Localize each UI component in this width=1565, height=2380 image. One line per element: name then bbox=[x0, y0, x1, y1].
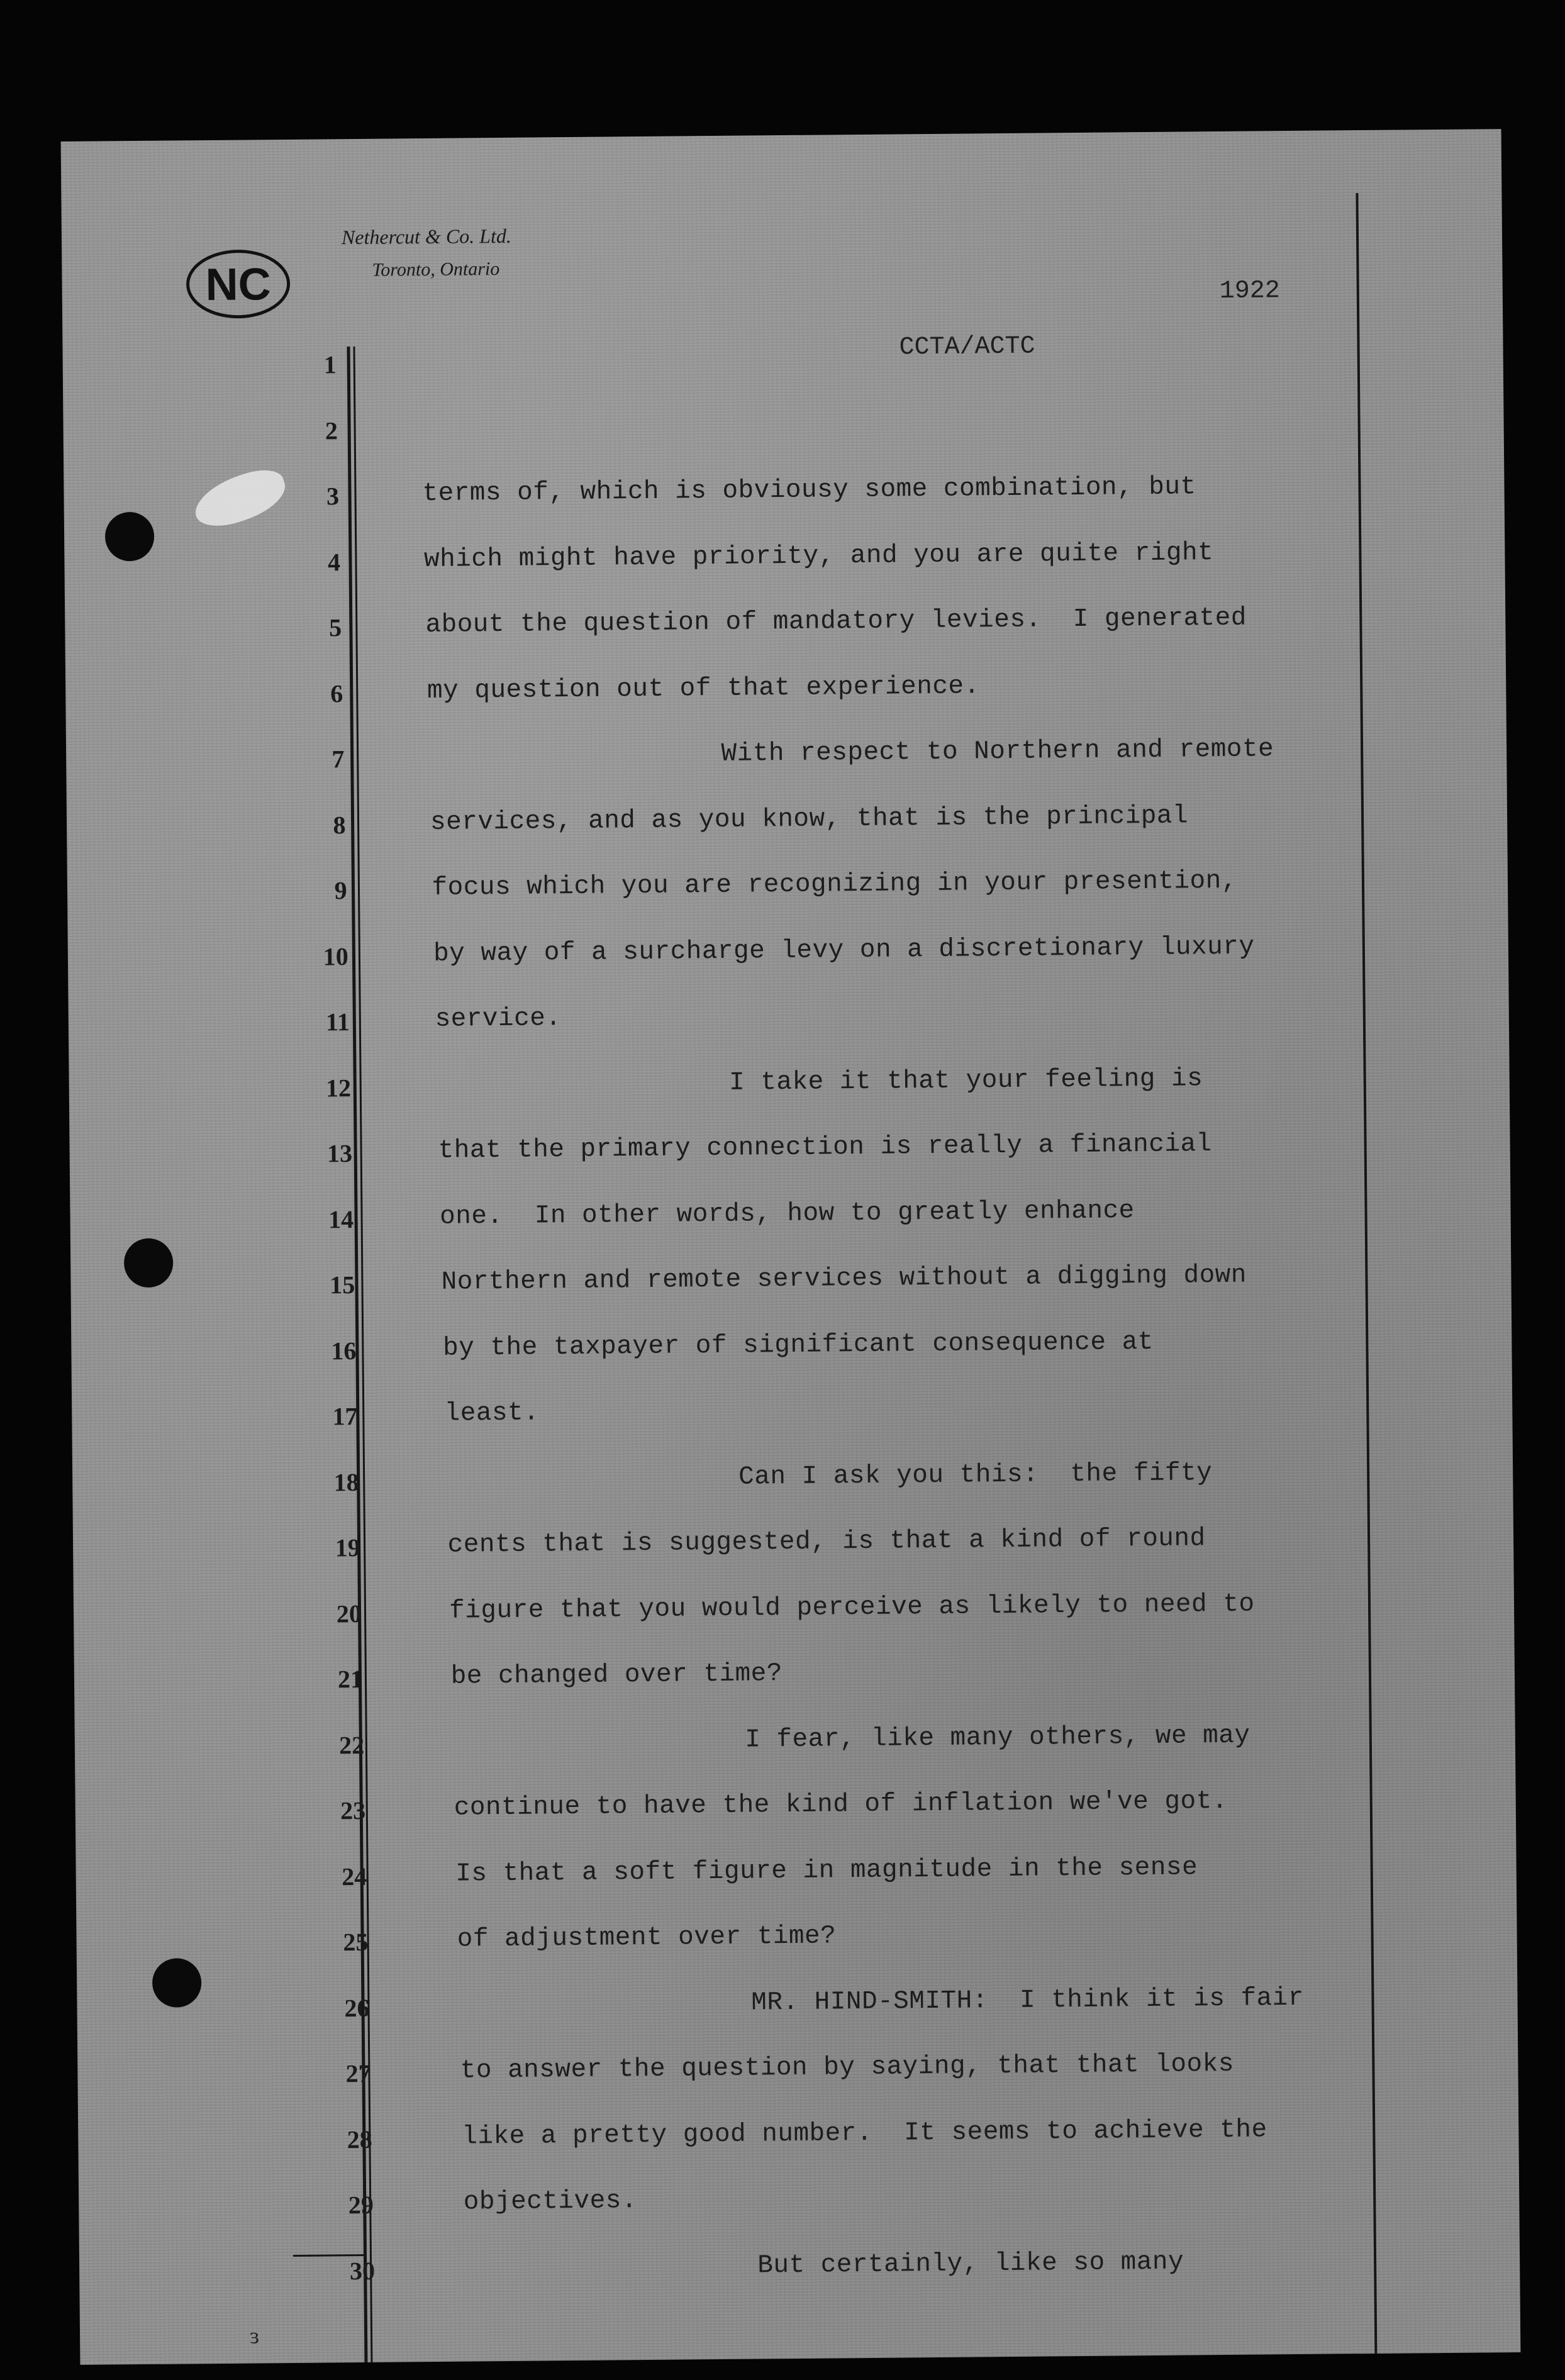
transcript-line: Is that a soft figure in magnitude in the sense bbox=[455, 1852, 1198, 1889]
line-number: 24 bbox=[342, 1862, 367, 1891]
punch-hole-middle bbox=[124, 1238, 174, 1288]
line-number: 14 bbox=[328, 1204, 354, 1233]
line-number: 8 bbox=[333, 810, 346, 839]
transcript-line: I fear, like many others, we may bbox=[745, 1721, 1250, 1755]
logo-text: NC bbox=[205, 259, 271, 311]
line-number: 13 bbox=[326, 1139, 353, 1168]
transcript-line: continue to have the kind of inflation we've got. bbox=[454, 1786, 1228, 1823]
transcript-line: to answer the question by saying, that that looks bbox=[460, 2049, 1235, 2086]
transcript-line: focus which you are recognizing in your presention, bbox=[432, 866, 1238, 903]
transcript-line: which might have priority, and you are quite right bbox=[423, 538, 1214, 574]
transcript-page bbox=[61, 129, 1521, 2365]
transcript-line: by way of a surcharge levy on a discretionary luxury bbox=[433, 932, 1255, 969]
line-number: 29 bbox=[348, 2190, 374, 2220]
line-number: 22 bbox=[338, 1730, 365, 1759]
transcript-line: one. In other words, how to greatly enhance bbox=[439, 1196, 1135, 1232]
transcript-line: cents that is suggested, is that a kind of round bbox=[447, 1524, 1206, 1560]
transcript-line: But certainly, like so many bbox=[757, 2247, 1184, 2281]
firm-city: Toronto, Ontario bbox=[372, 258, 500, 281]
line-number: 11 bbox=[325, 1008, 350, 1037]
transcript-line: about the question of mandatory levies. I generated bbox=[425, 603, 1247, 640]
line-number: 5 bbox=[328, 613, 342, 642]
transcript-line: Can I ask you this: the fifty bbox=[738, 1458, 1213, 1492]
punch-hole-top bbox=[105, 512, 155, 562]
line-number: 18 bbox=[333, 1467, 359, 1496]
transcript-line: services, and as you know, that is the principal bbox=[430, 801, 1189, 837]
line-number: 19 bbox=[335, 1533, 360, 1562]
line-number: 12 bbox=[325, 1073, 352, 1102]
transcript-line: I take it that your feeling is bbox=[728, 1064, 1203, 1098]
line-number: 25 bbox=[343, 1927, 369, 1957]
line-number: 23 bbox=[340, 1796, 366, 1825]
punch-hole-bottom bbox=[152, 1958, 202, 2008]
line-number: 26 bbox=[344, 1993, 370, 2022]
line-number: 6 bbox=[330, 679, 343, 708]
margin-mark: ɜ bbox=[249, 2323, 260, 2349]
line-number: 10 bbox=[323, 942, 348, 970]
line-number: 16 bbox=[331, 1336, 357, 1365]
transcript-line: objectives. bbox=[463, 2186, 638, 2217]
line-number: 17 bbox=[332, 1402, 358, 1431]
line-number: 15 bbox=[330, 1271, 355, 1299]
document-header: CCTA/ACTC bbox=[899, 332, 1035, 362]
letterhead bbox=[342, 226, 512, 280]
transcript-line: by the taxpayer of significant consequence at bbox=[442, 1327, 1154, 1363]
line-number: 30 bbox=[349, 2256, 376, 2285]
line-number: 21 bbox=[337, 1664, 364, 1694]
transcript-line: terms of, which is obviousy some combination, but bbox=[422, 472, 1196, 509]
firm-name: Nethercut & Co. Ltd. bbox=[341, 224, 512, 249]
transcript-line: service. bbox=[435, 1004, 562, 1034]
transcript-line: MR. HIND-SMITH: I think it is fair bbox=[751, 1983, 1305, 2018]
nc-logo bbox=[184, 247, 292, 321]
paper-stain bbox=[188, 463, 291, 535]
transcript-line: that the primary connection is really a financial bbox=[438, 1130, 1212, 1165]
transcript-line: Northern and remote services without a digging down bbox=[441, 1260, 1247, 1297]
line-number: 3 bbox=[326, 482, 340, 511]
line-number: 2 bbox=[325, 416, 338, 445]
transcript-line: least. bbox=[444, 1398, 540, 1428]
transcript-line: my question out of that experience. bbox=[426, 671, 980, 706]
transcript-line: of adjustment over time? bbox=[457, 1921, 837, 1954]
line-number: 4 bbox=[327, 547, 341, 576]
right-margin-line bbox=[1356, 193, 1377, 2354]
transcript-line: figure that you would perceive as likely to need to bbox=[449, 1589, 1255, 1626]
page-number: 1922 bbox=[1219, 277, 1280, 306]
line-number: 7 bbox=[331, 745, 345, 774]
transcript-line: like a pretty good number. It seems to achieve the bbox=[462, 2115, 1267, 2152]
line-number: 1 bbox=[323, 350, 337, 379]
line-number: 28 bbox=[347, 2125, 372, 2154]
line-number: 9 bbox=[334, 876, 347, 905]
line-number: 27 bbox=[345, 2059, 371, 2088]
transcript-line: be changed over time? bbox=[450, 1659, 783, 1691]
line-number: 20 bbox=[336, 1599, 362, 1628]
transcript-line: With respect to Northern and remote bbox=[721, 735, 1274, 769]
